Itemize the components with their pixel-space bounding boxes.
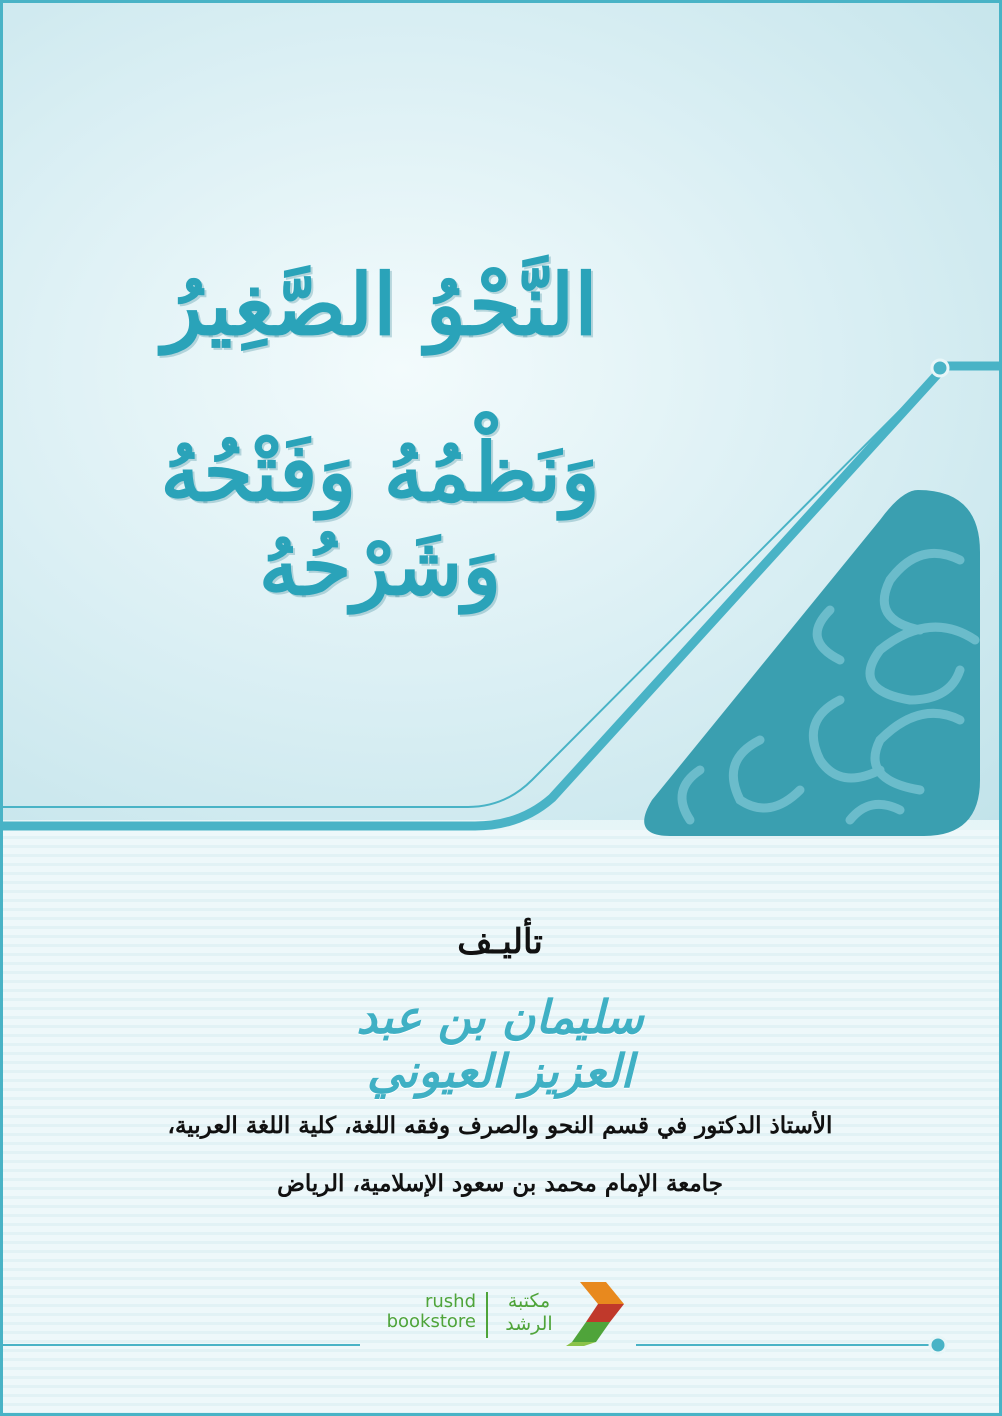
book-title-line1: النَّحْوُ الصَّغِيرُ bbox=[162, 255, 598, 354]
bottom-dot bbox=[930, 1337, 946, 1353]
author-name-calligraphy: سليمان بن عبد العزيز العيوني bbox=[356, 990, 644, 1098]
publisher-name-english-line2: bookstore bbox=[386, 1311, 476, 1332]
author-description-line1: الأستاذ الدكتور في قسم النحو والصرف وفقه اللغة، كلية اللغة العربية، bbox=[167, 1112, 833, 1139]
publisher-name-english-line1: rushd bbox=[424, 1291, 476, 1312]
publisher-name-arabic-line2: الرشد bbox=[505, 1313, 553, 1335]
author-label: تأليـف bbox=[457, 922, 543, 962]
publisher-name-arabic bbox=[494, 1290, 564, 1336]
publisher-name-english bbox=[370, 1292, 476, 1332]
publisher-logo-separator bbox=[486, 1292, 488, 1338]
publisher-name-arabic-line1: مكتبة bbox=[507, 1290, 551, 1312]
rushd-logo-icon bbox=[566, 1280, 626, 1346]
book-title-line2: وَنَظْمُهُ وَفَتْحُهُ وَشَرْحُهُ bbox=[160, 425, 600, 613]
author-description-line2: جامعة الإمام محمد بن سعود الإسلامية، الرياض bbox=[277, 1170, 723, 1197]
divider-dot bbox=[932, 360, 948, 376]
